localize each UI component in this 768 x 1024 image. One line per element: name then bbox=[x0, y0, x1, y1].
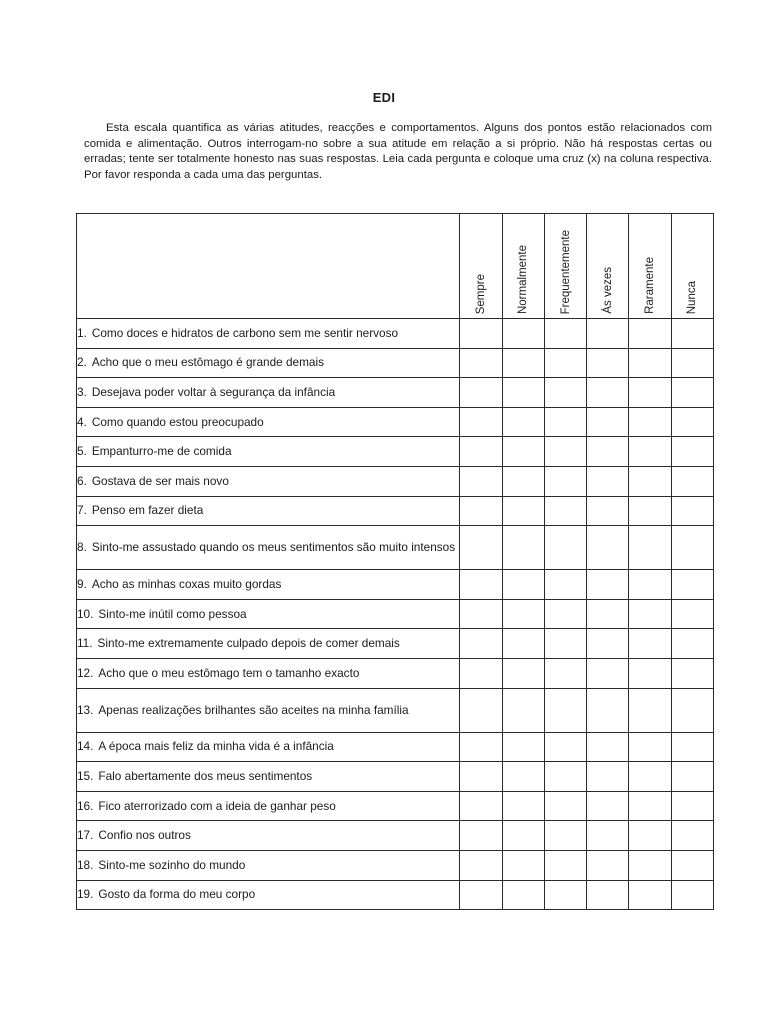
question-row bbox=[77, 526, 714, 570]
column-label: Normalmente bbox=[517, 244, 530, 314]
answer-checkbox-cell[interactable] bbox=[587, 762, 629, 792]
answer-checkbox-cell[interactable] bbox=[629, 348, 671, 378]
answer-checkbox-cell[interactable] bbox=[671, 437, 713, 467]
answer-checkbox-cell[interactable] bbox=[587, 791, 629, 821]
answer-checkbox-cell[interactable] bbox=[671, 791, 713, 821]
question-text: Gostava de ser mais novo bbox=[91, 473, 229, 488]
answer-checkbox-cell[interactable] bbox=[587, 319, 629, 349]
question-row bbox=[77, 629, 714, 659]
question-row bbox=[77, 348, 714, 378]
answer-checkbox-cell[interactable] bbox=[460, 466, 502, 496]
answer-checkbox-cell[interactable] bbox=[587, 348, 629, 378]
question-row bbox=[77, 880, 714, 910]
header-row bbox=[77, 214, 714, 319]
question-number: 1. bbox=[77, 325, 87, 340]
question-cell bbox=[77, 407, 460, 437]
answer-checkbox-cell[interactable] bbox=[460, 407, 502, 437]
answer-checkbox-cell[interactable] bbox=[629, 658, 671, 688]
answer-checkbox-cell[interactable] bbox=[671, 732, 713, 762]
question-text: Acho que o meu estômago tem o tamanho exacto bbox=[98, 665, 360, 680]
question-cell bbox=[77, 791, 460, 821]
question-cell bbox=[77, 821, 460, 851]
answer-checkbox-cell[interactable] bbox=[502, 791, 544, 821]
answer-checkbox-cell[interactable] bbox=[502, 762, 544, 792]
answer-checkbox-cell[interactable] bbox=[502, 880, 544, 910]
question-row bbox=[77, 496, 714, 526]
question-cell bbox=[77, 378, 460, 408]
column-label: Nunca bbox=[686, 280, 699, 314]
answer-checkbox-cell[interactable] bbox=[671, 629, 713, 659]
answer-checkbox-cell[interactable] bbox=[460, 570, 502, 600]
column-label: Às vezes bbox=[601, 267, 614, 314]
answer-checkbox-cell[interactable] bbox=[502, 821, 544, 851]
answer-checkbox-cell[interactable] bbox=[544, 762, 586, 792]
question-header-cell bbox=[77, 214, 460, 319]
question-number: 13. bbox=[77, 702, 94, 717]
question-cell bbox=[77, 629, 460, 659]
answer-checkbox-cell[interactable] bbox=[629, 599, 671, 629]
question-row bbox=[77, 599, 714, 629]
answer-checkbox-cell[interactable] bbox=[671, 880, 713, 910]
question-cell bbox=[77, 762, 460, 792]
answer-checkbox-cell[interactable] bbox=[671, 496, 713, 526]
answer-checkbox-cell[interactable] bbox=[544, 629, 586, 659]
answer-checkbox-cell[interactable] bbox=[544, 658, 586, 688]
answer-checkbox-cell[interactable] bbox=[544, 599, 586, 629]
question-text: Apenas realizações brilhantes são aceites na minha família bbox=[98, 702, 409, 717]
answer-checkbox-cell[interactable] bbox=[544, 437, 586, 467]
question-text: Sinto-me assustado quando os meus sentimentos são muito intensos bbox=[91, 540, 456, 555]
answer-checkbox-cell[interactable] bbox=[502, 599, 544, 629]
answer-checkbox-cell[interactable] bbox=[460, 658, 502, 688]
question-cell bbox=[77, 466, 460, 496]
question-row bbox=[77, 570, 714, 600]
question-row bbox=[77, 378, 714, 408]
question-text: Sinto-me sozinho do mundo bbox=[98, 857, 246, 872]
question-number: 5. bbox=[77, 444, 87, 459]
answer-checkbox-cell[interactable] bbox=[502, 570, 544, 600]
question-text: A época mais feliz da minha vida é a infância bbox=[98, 739, 334, 754]
column-header-raramente bbox=[629, 214, 671, 319]
answer-checkbox-cell[interactable] bbox=[629, 732, 671, 762]
answer-checkbox-cell[interactable] bbox=[460, 732, 502, 762]
question-cell bbox=[77, 599, 460, 629]
instructions-paragraph: Esta escala quantifica as várias atitudes, reacções e comportamentos. Alguns dos pontos estão relacionados com comida e alimentação. Outros interrogam-no sobre a sua atitude em relação a si próprio. Não há respostas certas ou erradas; tente ser totalmente honesto nas suas respostas. Leia cada pergunta e coloque uma cruz (x) na coluna respectiva. Por favor responda a cada uma das perguntas. bbox=[84, 122, 712, 181]
question-cell bbox=[77, 732, 460, 762]
answer-checkbox-cell[interactable] bbox=[629, 466, 671, 496]
answer-checkbox-cell[interactable] bbox=[502, 348, 544, 378]
question-number: 4. bbox=[77, 414, 87, 429]
question-number: 7. bbox=[77, 503, 87, 518]
question-text: Como doces e hidratos de carbono sem me sentir nervoso bbox=[91, 325, 399, 340]
column-header-normalmente bbox=[502, 214, 544, 319]
answer-checkbox-cell[interactable] bbox=[502, 378, 544, 408]
answer-checkbox-cell[interactable] bbox=[502, 526, 544, 570]
question-text: Como quando estou preocupado bbox=[91, 414, 264, 429]
question-cell bbox=[77, 319, 460, 349]
answer-checkbox-cell[interactable] bbox=[544, 348, 586, 378]
answer-checkbox-cell[interactable] bbox=[544, 378, 586, 408]
answer-checkbox-cell[interactable] bbox=[671, 348, 713, 378]
answer-checkbox-cell[interactable] bbox=[544, 526, 586, 570]
answer-checkbox-cell[interactable] bbox=[587, 629, 629, 659]
question-number: 14. bbox=[77, 739, 94, 754]
answer-checkbox-cell[interactable] bbox=[671, 850, 713, 880]
answer-checkbox-cell[interactable] bbox=[671, 526, 713, 570]
question-cell bbox=[77, 850, 460, 880]
answer-checkbox-cell[interactable] bbox=[629, 821, 671, 851]
answer-checkbox-cell[interactable] bbox=[544, 732, 586, 762]
answer-checkbox-cell[interactable] bbox=[671, 688, 713, 732]
answer-checkbox-cell[interactable] bbox=[460, 762, 502, 792]
answer-checkbox-cell[interactable] bbox=[671, 658, 713, 688]
question-text: Falo abertamente dos meus sentimentos bbox=[98, 768, 313, 783]
question-text: Gosto da forma do meu corpo bbox=[98, 887, 256, 902]
answer-checkbox-cell[interactable] bbox=[587, 407, 629, 437]
answer-checkbox-cell[interactable] bbox=[502, 319, 544, 349]
column-header-frequentemente bbox=[544, 214, 586, 319]
question-row bbox=[77, 319, 714, 349]
question-text: Desejava poder voltar à segurança da infância bbox=[91, 384, 336, 399]
question-number: 9. bbox=[77, 576, 87, 591]
answer-checkbox-cell[interactable] bbox=[587, 466, 629, 496]
answer-checkbox-cell[interactable] bbox=[629, 526, 671, 570]
answer-checkbox-cell[interactable] bbox=[460, 526, 502, 570]
question-row bbox=[77, 437, 714, 467]
question-cell bbox=[77, 570, 460, 600]
answer-checkbox-cell[interactable] bbox=[629, 319, 671, 349]
answer-checkbox-cell[interactable] bbox=[502, 732, 544, 762]
question-number: 18. bbox=[77, 857, 94, 872]
answer-checkbox-cell[interactable] bbox=[587, 378, 629, 408]
question-number: 15. bbox=[77, 768, 94, 783]
question-number: 2. bbox=[77, 355, 87, 370]
answer-checkbox-cell[interactable] bbox=[629, 850, 671, 880]
answer-checkbox-cell[interactable] bbox=[587, 658, 629, 688]
answer-checkbox-cell[interactable] bbox=[629, 629, 671, 659]
answer-checkbox-cell[interactable] bbox=[587, 437, 629, 467]
answer-checkbox-cell[interactable] bbox=[629, 880, 671, 910]
answer-checkbox-cell[interactable] bbox=[629, 791, 671, 821]
answer-checkbox-cell[interactable] bbox=[587, 599, 629, 629]
answer-checkbox-cell[interactable] bbox=[629, 688, 671, 732]
answer-checkbox-cell[interactable] bbox=[460, 437, 502, 467]
question-cell bbox=[77, 880, 460, 910]
answer-checkbox-cell[interactable] bbox=[502, 496, 544, 526]
answer-checkbox-cell[interactable] bbox=[544, 570, 586, 600]
answer-checkbox-cell[interactable] bbox=[544, 319, 586, 349]
answer-checkbox-cell[interactable] bbox=[671, 599, 713, 629]
answer-checkbox-cell[interactable] bbox=[460, 791, 502, 821]
answer-checkbox-cell[interactable] bbox=[671, 466, 713, 496]
answer-checkbox-cell[interactable] bbox=[629, 496, 671, 526]
answer-checkbox-cell[interactable] bbox=[502, 629, 544, 659]
question-number: 8. bbox=[77, 540, 87, 555]
question-row bbox=[77, 688, 714, 732]
answer-checkbox-cell[interactable] bbox=[460, 629, 502, 659]
column-label: Sempre bbox=[475, 273, 488, 314]
question-cell bbox=[77, 688, 460, 732]
question-row bbox=[77, 821, 714, 851]
answer-checkbox-cell[interactable] bbox=[460, 880, 502, 910]
column-header-nunca bbox=[671, 214, 713, 319]
answer-checkbox-cell[interactable] bbox=[629, 437, 671, 467]
question-cell bbox=[77, 496, 460, 526]
question-row bbox=[77, 466, 714, 496]
answer-checkbox-cell[interactable] bbox=[502, 466, 544, 496]
answer-checkbox-cell[interactable] bbox=[544, 466, 586, 496]
question-text: Fico aterrorizado com a ideia de ganhar peso bbox=[98, 798, 336, 813]
answer-checkbox-cell[interactable] bbox=[502, 407, 544, 437]
answer-checkbox-cell[interactable] bbox=[587, 688, 629, 732]
answer-checkbox-cell[interactable] bbox=[671, 319, 713, 349]
answer-checkbox-cell[interactable] bbox=[587, 821, 629, 851]
question-cell bbox=[77, 348, 460, 378]
question-row bbox=[77, 791, 714, 821]
answer-checkbox-cell[interactable] bbox=[587, 526, 629, 570]
answer-checkbox-cell[interactable] bbox=[587, 570, 629, 600]
answer-checkbox-cell[interactable] bbox=[544, 496, 586, 526]
column-header-as-vezes bbox=[587, 214, 629, 319]
answer-checkbox-cell[interactable] bbox=[587, 732, 629, 762]
answer-checkbox-cell[interactable] bbox=[544, 407, 586, 437]
question-cell bbox=[77, 526, 460, 570]
answer-checkbox-cell[interactable] bbox=[587, 880, 629, 910]
question-row bbox=[77, 732, 714, 762]
answer-checkbox-cell[interactable] bbox=[671, 407, 713, 437]
column-label: Frequentemente bbox=[559, 229, 572, 314]
question-cell bbox=[77, 658, 460, 688]
answer-checkbox-cell[interactable] bbox=[460, 378, 502, 408]
answer-checkbox-cell[interactable] bbox=[460, 496, 502, 526]
question-text: Acho que o meu estômago é grande demais bbox=[91, 355, 324, 370]
question-text: Penso em fazer dieta bbox=[91, 503, 204, 518]
question-number: 6. bbox=[77, 473, 87, 488]
answer-checkbox-cell[interactable] bbox=[629, 378, 671, 408]
answer-checkbox-cell[interactable] bbox=[671, 570, 713, 600]
question-text: Acho as minhas coxas muito gordas bbox=[91, 576, 282, 591]
edi-questionnaire-table bbox=[76, 213, 714, 910]
question-row bbox=[77, 850, 714, 880]
answer-checkbox-cell[interactable] bbox=[544, 688, 586, 732]
column-header-sempre bbox=[460, 214, 502, 319]
answer-checkbox-cell[interactable] bbox=[544, 821, 586, 851]
answer-checkbox-cell[interactable] bbox=[544, 850, 586, 880]
question-row bbox=[77, 407, 714, 437]
answer-checkbox-cell[interactable] bbox=[671, 762, 713, 792]
answer-checkbox-cell[interactable] bbox=[629, 407, 671, 437]
answer-checkbox-cell[interactable] bbox=[587, 496, 629, 526]
answer-checkbox-cell[interactable] bbox=[460, 319, 502, 349]
answer-checkbox-cell[interactable] bbox=[629, 570, 671, 600]
form-title: EDI bbox=[372, 90, 396, 105]
question-number: 12. bbox=[77, 665, 94, 680]
answer-checkbox-cell[interactable] bbox=[671, 378, 713, 408]
question-number: 11. bbox=[77, 636, 93, 651]
column-label: Raramente bbox=[644, 257, 657, 314]
question-number: 3. bbox=[77, 384, 87, 399]
question-text: Confio nos outros bbox=[98, 828, 191, 843]
answer-checkbox-cell[interactable] bbox=[587, 850, 629, 880]
answer-checkbox-cell[interactable] bbox=[460, 348, 502, 378]
answer-checkbox-cell[interactable] bbox=[671, 821, 713, 851]
question-number: 16. bbox=[77, 798, 94, 813]
question-text: Sinto-me inútil como pessoa bbox=[98, 606, 247, 621]
answer-checkbox-cell[interactable] bbox=[502, 437, 544, 467]
question-number: 10. bbox=[77, 606, 94, 621]
question-text: Sinto-me extremamente culpado depois de comer demais bbox=[97, 636, 400, 651]
answer-checkbox-cell[interactable] bbox=[460, 850, 502, 880]
answer-checkbox-cell[interactable] bbox=[460, 688, 502, 732]
answer-checkbox-cell[interactable] bbox=[502, 658, 544, 688]
answer-checkbox-cell[interactable] bbox=[544, 880, 586, 910]
question-text: Empanturro-me de comida bbox=[91, 444, 232, 459]
question-row bbox=[77, 658, 714, 688]
question-cell bbox=[77, 437, 460, 467]
question-row bbox=[77, 762, 714, 792]
answer-checkbox-cell[interactable] bbox=[460, 599, 502, 629]
answer-checkbox-cell[interactable] bbox=[460, 821, 502, 851]
answer-checkbox-cell[interactable] bbox=[502, 850, 544, 880]
answer-checkbox-cell[interactable] bbox=[502, 688, 544, 732]
answer-checkbox-cell[interactable] bbox=[629, 762, 671, 792]
question-number: 17. bbox=[77, 828, 94, 843]
answer-checkbox-cell[interactable] bbox=[544, 791, 586, 821]
question-number: 19. bbox=[77, 887, 94, 902]
